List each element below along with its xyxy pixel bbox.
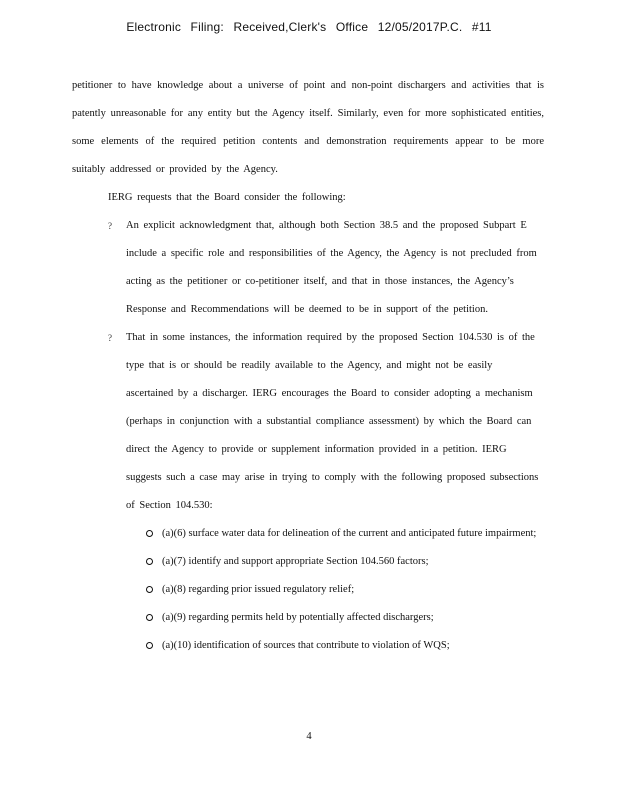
subsection-item: [126, 548, 544, 576]
open-circle-bullet-icon: [146, 614, 153, 621]
bullet-marker: ?: [108, 333, 112, 343]
subsection-text: (a)(10) identification of sources that contribute to violation of WQS;: [162, 640, 450, 651]
open-circle-bullet-icon: [146, 586, 153, 593]
open-circle-bullet-icon: [146, 642, 153, 649]
open-circle-bullet-icon: [146, 530, 153, 537]
subsection-item: [126, 520, 544, 548]
subsection-item: [126, 604, 544, 632]
bullet-text: That in some instances, the information required by the proposed Section 104.530 is of the type that is or should be readily available to the Agency, and might not be easily ascertained by a discharger. IERG encourages the Board to consider adopting a mechanism (perhaps in conjunction with a substantial compliance assessment) by which the Board can direct the Agency to provide or supplement information provided in a petition. IERG suggests such a case may arise in trying to comply with the following proposed subsections of Section 104.530:: [126, 332, 539, 511]
subsection-list: [72, 520, 544, 660]
intro-paragraph: petitioner to have knowledge about a universe of point and non-point dischargers and activities that is patently unreasonable for any entity but the Agency itself. Similarly, even for more sophisticated entities, some elements of the required petition contents and demonstration requirements appear to be more suitably addressed or provided by the Agency.: [72, 80, 544, 175]
subsection-text: (a)(7) identify and support appropriate Section 104.560 factors;: [162, 556, 429, 567]
subsection-item: [126, 632, 544, 660]
page-number: 4: [306, 731, 312, 742]
list-item: [72, 324, 544, 520]
bullet-text: An explicit acknowledgment that, although both Section 38.5 and the proposed Subpart E include a specific role and responsibilities of the Agency, the Agency is not precluded from acting as the petitioner or co-petitioner itself, and that in those instances, the Agency’s Response and Recommendations will be deemed to be in support of the petition.: [126, 220, 537, 315]
subsection-text: (a)(6) surface water data for delineation of the current and anticipated future impairment;: [162, 528, 537, 539]
open-circle-bullet-icon: [146, 558, 153, 565]
bullet-marker: ?: [108, 221, 112, 231]
document-body: [72, 72, 544, 660]
list-item: [72, 212, 544, 324]
subsection-item: [126, 576, 544, 604]
request-paragraph: IERG requests that the Board consider the following:: [108, 192, 346, 203]
filing-header: Electronic Filing: Received,Clerk's Office 12/05/2017P.C. #11: [126, 20, 492, 34]
subsection-text: (a)(8) regarding prior issued regulatory relief;: [162, 584, 355, 595]
subsection-text: (a)(9) regarding permits held by potentially affected dischargers;: [162, 612, 434, 623]
request-list: [72, 212, 544, 520]
